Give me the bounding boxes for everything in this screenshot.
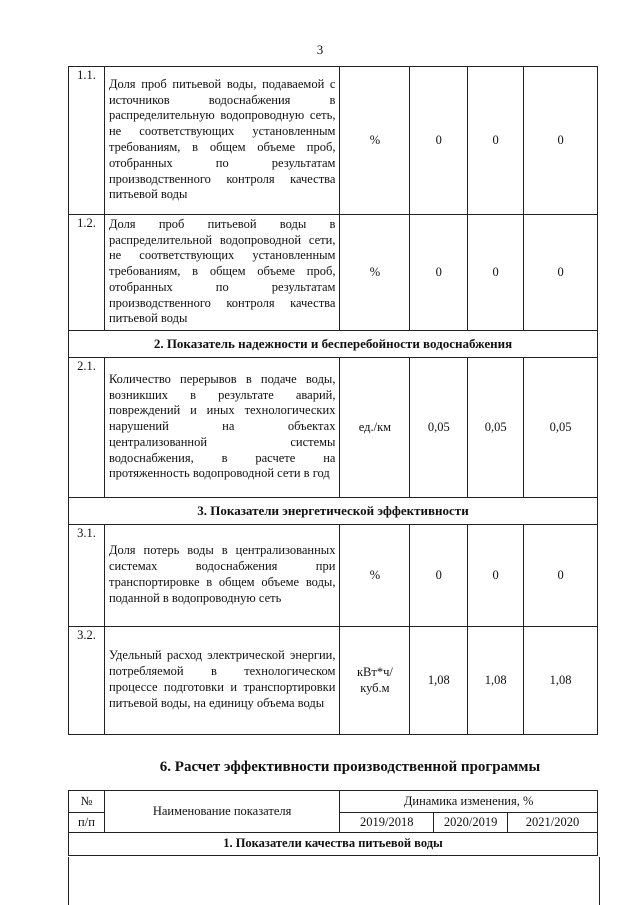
row-number: 3.2. (69, 627, 105, 735)
indicator-name: Количество перерывов в подаче воды, возникших в результате аварий, повреждений и иных технологических нарушений на объектах централизованной системы водоснабжения, в расчете на протяженность водопроводной сети в год (104, 358, 340, 498)
period-header: 2020/2019 (434, 813, 508, 833)
page-number: 3 (316, 42, 324, 57)
section-heading: 6. Расчет эффективности производственной программы (159, 759, 541, 775)
value-cell: 0 (468, 67, 524, 215)
value-cell: 0 (410, 67, 468, 215)
section-row (69, 833, 598, 856)
table-row (69, 215, 598, 331)
period-header: 2019/2018 (340, 813, 434, 833)
period-header: 2021/2020 (508, 813, 598, 833)
indicators-table (68, 66, 598, 735)
value-cell: 0 (468, 525, 524, 627)
indicator-name: Удельный расход электрической энергии, потребляемой в технологическом процессе подготовки и транспортировки питьевой воды, на единицу объема воды (104, 627, 340, 735)
unit-cell: % (340, 67, 410, 215)
unit-cell: кВт*ч/ куб.м (340, 627, 410, 735)
value-cell: 0 (524, 215, 598, 331)
value-cell: 0,05 (410, 358, 468, 498)
number-header-sub: п/п (69, 813, 105, 833)
value-cell: 1,08 (524, 627, 598, 735)
section-title: 3. Показатели энергетической эффективности (69, 498, 598, 525)
indicator-name: Доля потерь воды в централизованных системах водоснабжения при транспортировке в общем объеме воды, поданной в водопроводную сеть (104, 525, 340, 627)
value-cell: 0 (410, 215, 468, 331)
row-number: 1.1. (69, 67, 105, 215)
section-title: 2. Показатель надежности и бесперебойности водоснабжения (69, 331, 598, 358)
table-row (69, 358, 598, 498)
value-cell: 1,08 (468, 627, 524, 735)
value-cell: 0 (468, 215, 524, 331)
section-row (69, 498, 598, 525)
table-row (69, 525, 598, 627)
unit-cell: % (340, 215, 410, 331)
efficiency-table (68, 790, 598, 856)
section-title: 1. Показатели качества питьевой воды (69, 833, 598, 856)
row-number: 1.2. (69, 215, 105, 331)
dynamics-header: Динамика изменения, % (340, 791, 598, 813)
indicator-name: Доля проб питьевой воды в распределительной водопроводной сети, не соответствующих установленным требованиям, в общем объеме проб, отобранных по результатам производственного контроля качества питьевой воды (104, 215, 340, 331)
table-row (69, 67, 598, 215)
value-cell: 0,05 (524, 358, 598, 498)
value-cell: 0 (524, 67, 598, 215)
section-row (69, 331, 598, 358)
number-header: № (69, 791, 105, 813)
row-number: 3.1. (69, 525, 105, 627)
value-cell: 0 (410, 525, 468, 627)
unit-cell: % (340, 525, 410, 627)
unit-cell: ед./км (340, 358, 410, 498)
value-cell: 1,08 (410, 627, 468, 735)
header-row (69, 791, 598, 813)
table-continuation (68, 857, 600, 905)
value-cell: 0,05 (468, 358, 524, 498)
row-number: 2.1. (69, 358, 105, 498)
indicator-name: Доля проб питьевой воды, подаваемой с источников водоснабжения в распределительную водопроводную сеть, не соответствующих установленным требованиям, в общем объеме проб, отобранных по результатам производственного контроля качества питьевой воды (104, 67, 340, 215)
table-row (69, 627, 598, 735)
name-header: Наименование показателя (104, 791, 339, 833)
value-cell: 0 (524, 525, 598, 627)
